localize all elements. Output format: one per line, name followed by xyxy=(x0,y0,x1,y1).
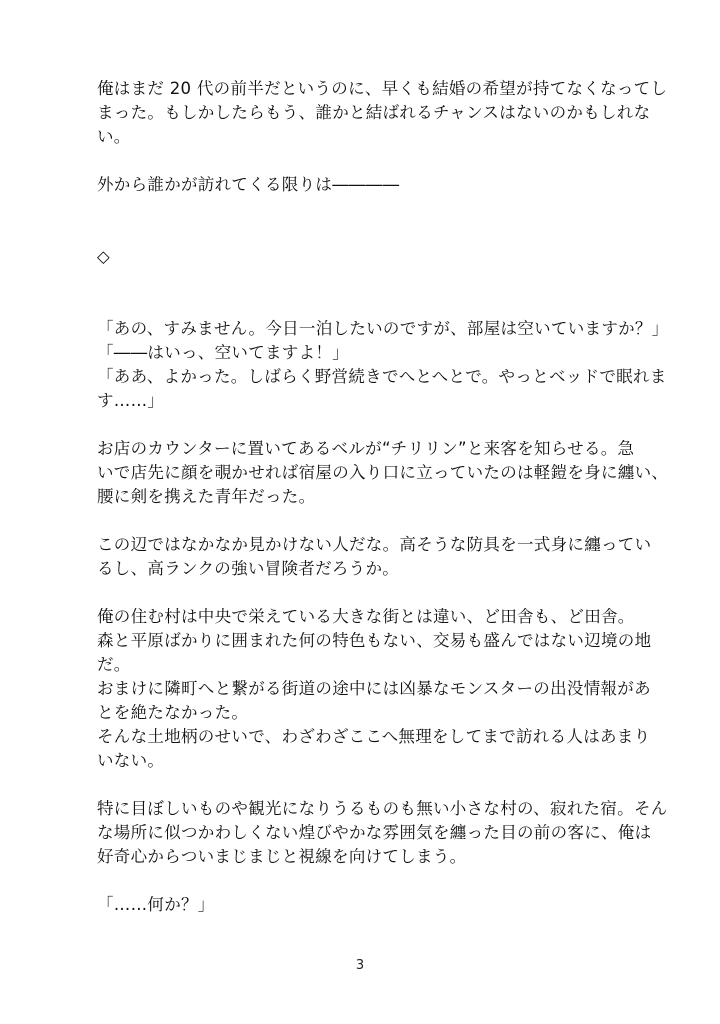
text-line: 俺はまだ 20 代の前半だというのに、早くも結婚の希望が持てなくなってし xyxy=(97,79,668,98)
blank-line xyxy=(97,197,627,221)
dialogue-line: す……」 xyxy=(97,391,165,410)
text-line: 外から誰かが訪れてくる限りは―――― xyxy=(97,175,400,194)
text-line: いで店先に顔を覗かせれば宿屋の入り口に立っていたのは軽鎧を身に纏い、 xyxy=(97,463,669,482)
text-line: 好奇心からついまじまじと視線を向けてしまう。 xyxy=(97,847,467,866)
blank-line xyxy=(97,221,627,245)
document-body xyxy=(97,77,669,917)
text-line: な場所に似つかわしくない煌びやかな雰囲気を纏った目の前の客に、俺は xyxy=(97,823,652,842)
text-line: とを絶たなかった。 xyxy=(97,703,249,722)
text-line: 森と平原ばかりに囲まれた何の特色もない、交易も盛んではない辺境の地 xyxy=(97,631,652,650)
text-line: 俺の住む村は中央で栄えている大きな街とは違い、ど田舎も、ど田舎。 xyxy=(97,607,635,626)
blank-line xyxy=(97,581,627,605)
text-line: この辺ではなかなか見かけない人だな。高そうな防具を一式身に纏ってい xyxy=(97,535,652,554)
blank-line xyxy=(97,869,627,893)
section-break-diamond: ◇ xyxy=(97,247,110,266)
blank-line xyxy=(97,773,627,797)
dialogue-line: 「あの、すみません。今日一泊したいのですが、部屋は空いていますか？」 xyxy=(97,319,669,338)
text-line: そんな土地柄のせいで、わざわざここへ無理をしてまで訪れる人はあまり xyxy=(97,727,651,746)
text-line: おまけに隣町へと繋がる街道の途中には凶暴なモンスターの出没情報があ xyxy=(97,679,651,698)
dialogue-line: 「――はいっ、空いてますよ！」 xyxy=(97,343,349,362)
text-line: 特に目ぼしいものや観光になりうるものも無い小さな村の、寂れた宿。そん xyxy=(97,799,668,818)
blank-line xyxy=(97,149,627,173)
blank-line xyxy=(97,509,627,533)
blank-line xyxy=(97,269,627,293)
text-line: い。 xyxy=(97,127,131,146)
dialogue-line: 「ああ、よかった。しばらく野営続きでへとへとで。やっとベッドで眠れま xyxy=(97,367,667,386)
text-line: だ。 xyxy=(97,655,131,674)
text-line: まった。もしかしたらもう、誰かと結ばれるチャンスはないのかもしれな xyxy=(97,103,651,122)
text-line: 腰に剣を携えた青年だった。 xyxy=(97,487,316,506)
text-line: るし、高ランクの強い冒険者だろうか。 xyxy=(97,559,400,578)
blank-line xyxy=(97,413,627,437)
text-line: お店のカウンターに置いてあるベルが“チリリン”と来客を知らせる。急 xyxy=(97,439,635,458)
blank-line xyxy=(97,293,627,317)
dialogue-line: 「……何か？」 xyxy=(97,895,215,914)
text-line: いない。 xyxy=(97,751,165,770)
page-number: 3 xyxy=(355,958,365,973)
